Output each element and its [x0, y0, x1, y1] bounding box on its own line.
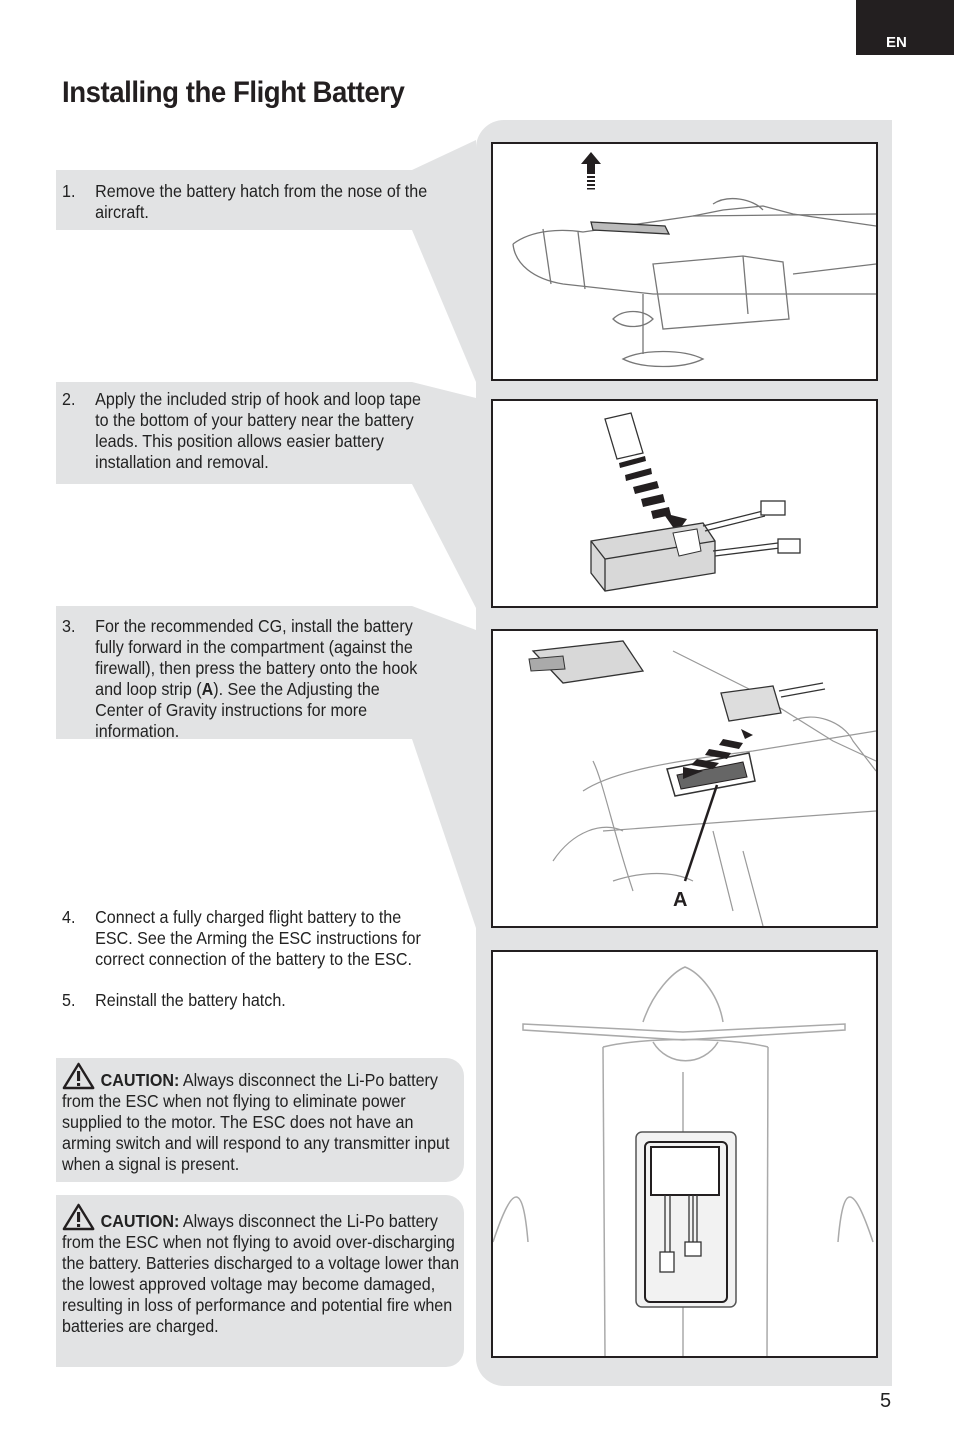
battery-velcro-illustration [493, 401, 876, 606]
caution-1-label: CAUTION: [100, 1070, 180, 1090]
step-3-text-b: ). See the Adjusting the Center of Gravity instructions for more information. [95, 679, 380, 741]
caution-1-text: Always disconnect the Li-Po battery from the ESC when not flying to eliminate power supplied to the motor. The ESC does not have an arming switch and will respond to any transmitter input when a signal is present. [62, 1070, 450, 1174]
step-4-text: Connect a fully charged flight battery to the ESC. See the Arming the ESC instructions for correct connection of the battery to the ESC. [95, 907, 421, 969]
caution-2-text: Always disconnect the Li-Po battery from the ESC when not flying to avoid over-discharging the battery. Batteries discharged to a voltage lower than the lowest approved voltage may become damaged, resulting in loss of performance and potential fire when batteries are charged. [62, 1211, 460, 1336]
step-1 [62, 181, 430, 223]
step-5 [62, 990, 430, 1011]
warning-icon [62, 1203, 95, 1231]
step-1-text: Remove the battery hatch from the nose of the aircraft. [95, 181, 428, 222]
warning-icon [62, 1062, 95, 1090]
step-1-number: 1. [62, 181, 76, 201]
caution-2 [62, 1203, 467, 1337]
step-4 [62, 907, 430, 970]
step-4-number: 4. [62, 907, 76, 927]
language-tab-label: EN [886, 34, 907, 51]
airplane-nose-illustration [493, 144, 876, 379]
up-arrow-icon [581, 152, 601, 190]
figure-top-view [491, 950, 878, 1358]
step-3-number: 3. [62, 616, 76, 636]
step-3 [62, 616, 430, 742]
step-2 [62, 389, 430, 473]
caution-1 [62, 1062, 467, 1175]
figure-remove-hatch [491, 142, 878, 381]
step-2-number: 2. [62, 389, 76, 409]
page-title: Installing the Flight Battery [62, 76, 405, 109]
step-3-callout-ref: A [201, 679, 214, 699]
step-5-text: Reinstall the battery hatch. [95, 990, 286, 1010]
step-5-number: 5. [62, 990, 76, 1010]
battery-compartment-illustration [493, 631, 876, 926]
figure-hook-loop [491, 399, 878, 608]
caution-2-label: CAUTION: [100, 1211, 180, 1231]
airplane-top-view-illustration [493, 952, 876, 1356]
figure-install-battery [491, 629, 878, 928]
callout-a-label: A [673, 889, 688, 911]
step-3-text [62, 616, 430, 742]
step-2-text: Apply the included strip of hook and loop tape to the bottom of your battery near the battery leads. This position allows easier battery installation and removal. [95, 389, 421, 472]
step-3-text-a: For the recommended CG, install the battery fully forward in the compartment (against the firewall), then press the battery onto the hook and loop strip ( [95, 616, 418, 699]
page-number: 5 [880, 1390, 892, 1412]
